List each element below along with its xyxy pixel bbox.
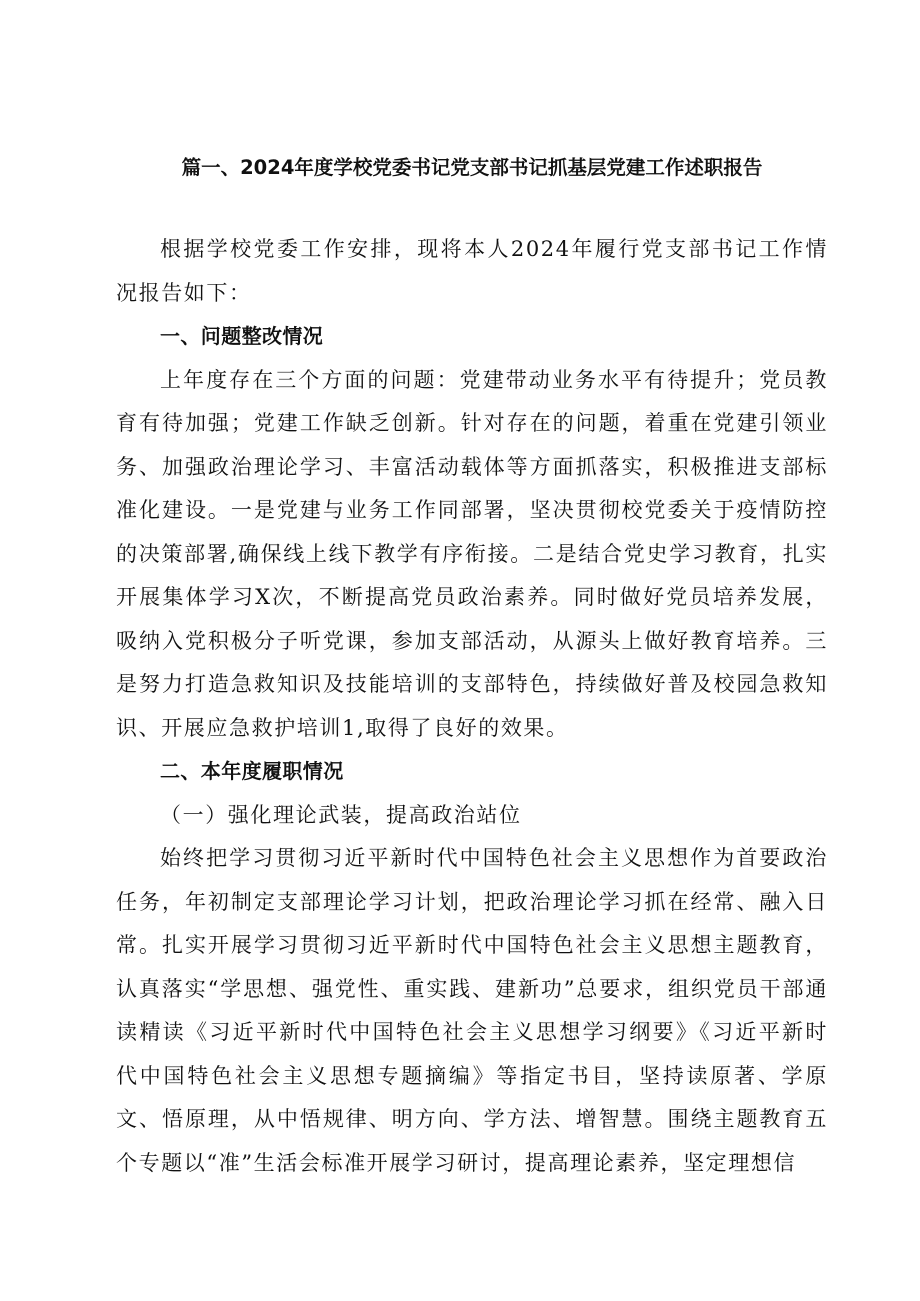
- section-heading-2: 二、本年度履职情况: [160, 759, 344, 783]
- document-title: 篇一、2024年度学校党委书记党支部书记抓基层党建工作述职报告: [181, 156, 763, 179]
- intro-paragraph: 根据学校党委工作安排，现将本人2024年履行党支部书记工作情况报告如下：: [116, 237, 828, 305]
- section-1-paragraph: 上年度存在三个方面的问题：党建带动业务水平有待提升；党员教育有待加强；党建工作缺乏创新。针对存在的问题，着重在党建引领业务、加强政治理论学习、丰富活动载体等方面抓落实，积极推进支部标准化建设。一是党建与业务工作同部署，坚决贯彻校党委关于疫情防控的决策部署,确保线上线下教学有序衔接。二是结合党史学习教育，扎实开展集体学习X次，不断提高党员政治素养。同时做好党员培养发展，吸纳入党积极分子听党课，参加支部活动，从源头上做好教育培养。三是努力打造急救知识及技能培训的支部特色，持续做好普及校园急救知识、开展应急救护培训1,取得了良好的效果。: [116, 367, 828, 740]
- subsection-heading-1: （一）强化理论武装，提高政治站位: [160, 802, 522, 827]
- section-2-paragraph: 始终把学习贯彻习近平新时代中国特色社会主义思想作为首要政治任务，年初制定支部理论学习计划，把政治理论学习抓在经常、融入日常。扎实开展学习贯彻习近平新时代中国特色社会主义思想主题教育，认真落实“学思想、强党性、重实践、建新功”总要求，组织党员干部通读精读《习近平新时代中国特色社会主义思想学习纲要》《习近平新时代中国特色社会主义思想专题摘编》等指定书目，坚持读原著、学原文、悟原理，从中悟规律、明方向、学方法、增智慧。围绕主题教育五个专题以“准”生活会标准开展学习研讨，提高理论素养，坚定理想信: [116, 846, 828, 1175]
- section-heading-1: 一、问题整改情况: [160, 324, 324, 348]
